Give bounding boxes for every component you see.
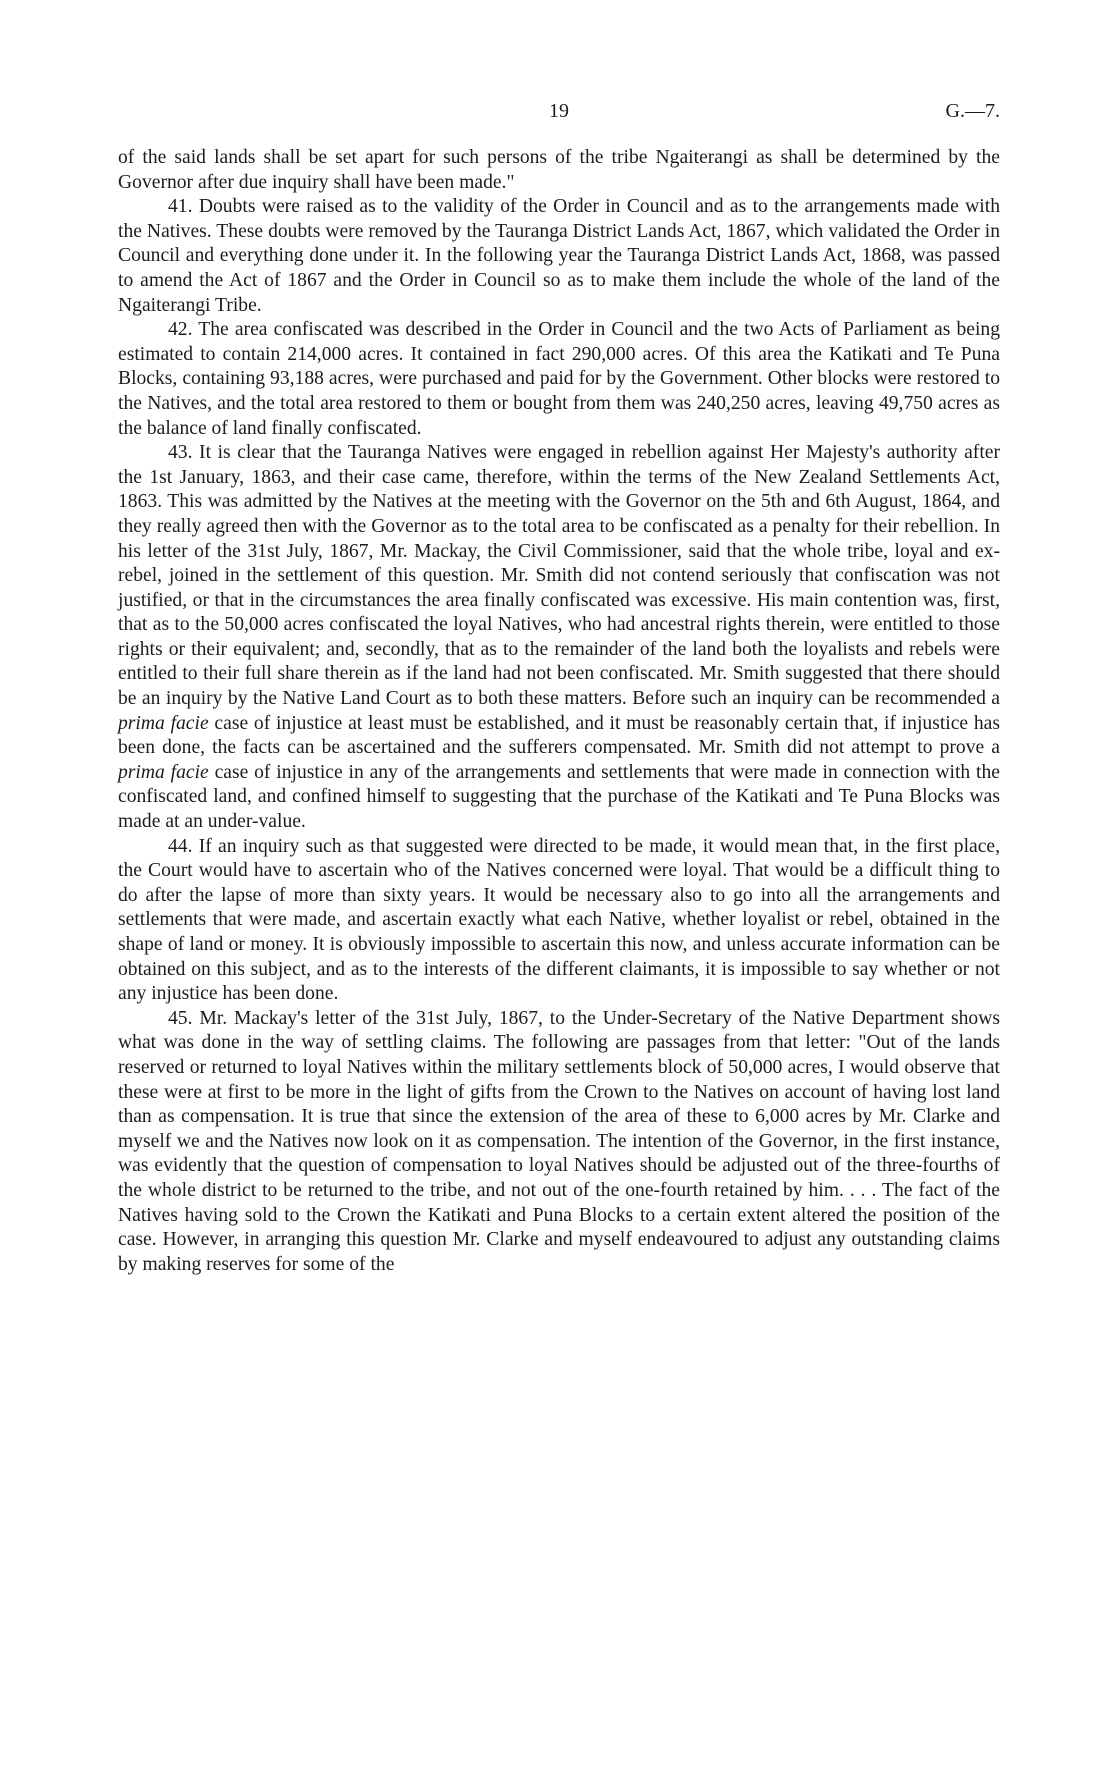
paragraph-43-part-b: case of injustice at least must be established, and it must be reasonably certain that, if injustice has been done, the facts can be ascertained and the sufferers compensated. Mr. Smith did not attempt to prove a [118, 712, 1000, 759]
paragraph-44: 44. If an inquiry such as that suggested were directed to be made, it would mean that, in the first place, the Court would have to ascertain who of the Natives concerned were loyal. That would be a difficult thing to do after the lapse of more than sixty years. It would be necessary also to go into all the arrangements and settlements that were made, and ascertain exactly what each Native, whether loyalist or rebel, obtained in the shape of land or money. It is obviously impossible to ascertain this now, and unless accurate information can be obtained on this subject, and as to the interests of the different claimants, it is impossible to say whether or not any injustice has been done. [118, 835, 1000, 1005]
page-header [118, 100, 1000, 130]
paragraph-43-part-a: 43. It is clear that the Tauranga Natives were engaged in rebellion against Her Majesty's authority after the 1st January, 1863, and their case came, therefore, within the terms of the New Zealand Settlements Act, 1863. This was admitted by the Natives at the meeting with the Governor on the 5th and 6th August, 1864, and they really agreed then with the Governor as to the total area to be confiscated as a penalty for their rebellion. In his letter of the 31st July, 1867, Mr. Mackay, the Civil Commissioner, said that the whole tribe, loyal and ex-rebel, joined in the settlement of this question. Mr. Smith did not contend seriously that confiscation was not justified, or that in the circumstances the area finally confiscated was excessive. His main contention was, first, that as to the 50,000 acres confiscated the loyal Natives, who had ancestral rights therein, were entitled to those rights or their equivalent; and, secondly, that as to the remainder of the land both the loyalists and rebels were entitled to their full share therein as if the land had not been confiscated. Mr. Smith suggested that there should be an inquiry by the Native Land Court as to both these matters. Before such an inquiry can be recommended a [118, 442, 1000, 710]
paragraph-43-part-c: case of injustice in any of the arrangements and settlements that were made in connection with the confiscated land, and confined himself to suggesting that the purchase of the Katikati and Te Puna Blocks was made at an under-value. [118, 761, 1000, 833]
paragraph-42: 42. The area confiscated was described in the Order in Council and the two Acts of Parliament as being estimated to contain 214,000 acres. It contained in fact 290,000 acres. Of this area the Katikati and Te Puna Blocks, containing 93,188 acres, were purchased and paid for by the Government. Other blocks were restored to the Natives, and the total area restored to them or bought from them was 240,250 acres, leaving 49,750 acres as the balance of land finally confiscated. [118, 319, 1000, 439]
paragraph-45: 45. Mr. Mackay's letter of the 31st July, 1867, to the Under-Secretary of the Native Department shows what was done in the way of settling claims. The following are passages from that letter: "Out of the lands reserved or returned to loyal Natives within the military settlements block of 50,000 acres, I would observe that these were at first to be more in the light of gifts from the Crown to the Natives on account of having lost land than as compensation. It is true that since the extension of the area of these to 6,000 acres by Mr. Clarke and myself we and the Natives now look on it as compensation. The intention of the Governor, in the first instance, was evidently that the question of compensation to loyal Natives should be adjusted out of the three-fourths of the whole district to be returned to the tribe, and not out of the one-fourth retained by him. . . . The fact of the Natives having sold to the Crown the Katikati and Puna Blocks to a certain extent altered the position of the case. However, in arranging this question Mr. Clarke and myself endeavoured to adjust any outstanding claims by making reserves for some of the [118, 1007, 1000, 1275]
paragraph-continuation: of the said lands shall be set apart for such persons of the tribe Ngaiterangi as shall be determined by the Governor after due inquiry shall have been made." [118, 147, 1000, 193]
body-text [118, 146, 1000, 1277]
paragraph-43 [118, 441, 1000, 835]
prima-facie-italic-2: prima facie [118, 761, 209, 783]
prima-facie-italic-1: prima facie [118, 712, 209, 734]
page-number: 19 [549, 100, 569, 122]
document-reference: G.—7. [945, 100, 1000, 122]
paragraph-41: 41. Doubts were raised as to the validity of the Order in Council and as to the arrangements made with the Natives. These doubts were removed by the Tauranga District Lands Act, 1867, which validated the Order in Council and everything done under it. In the following year the Tauranga District Lands Act, 1868, was passed to amend the Act of 1867 and the Order in Council so as to make them include the whole of the land of the Ngaiterangi Tribe. [118, 196, 1000, 316]
